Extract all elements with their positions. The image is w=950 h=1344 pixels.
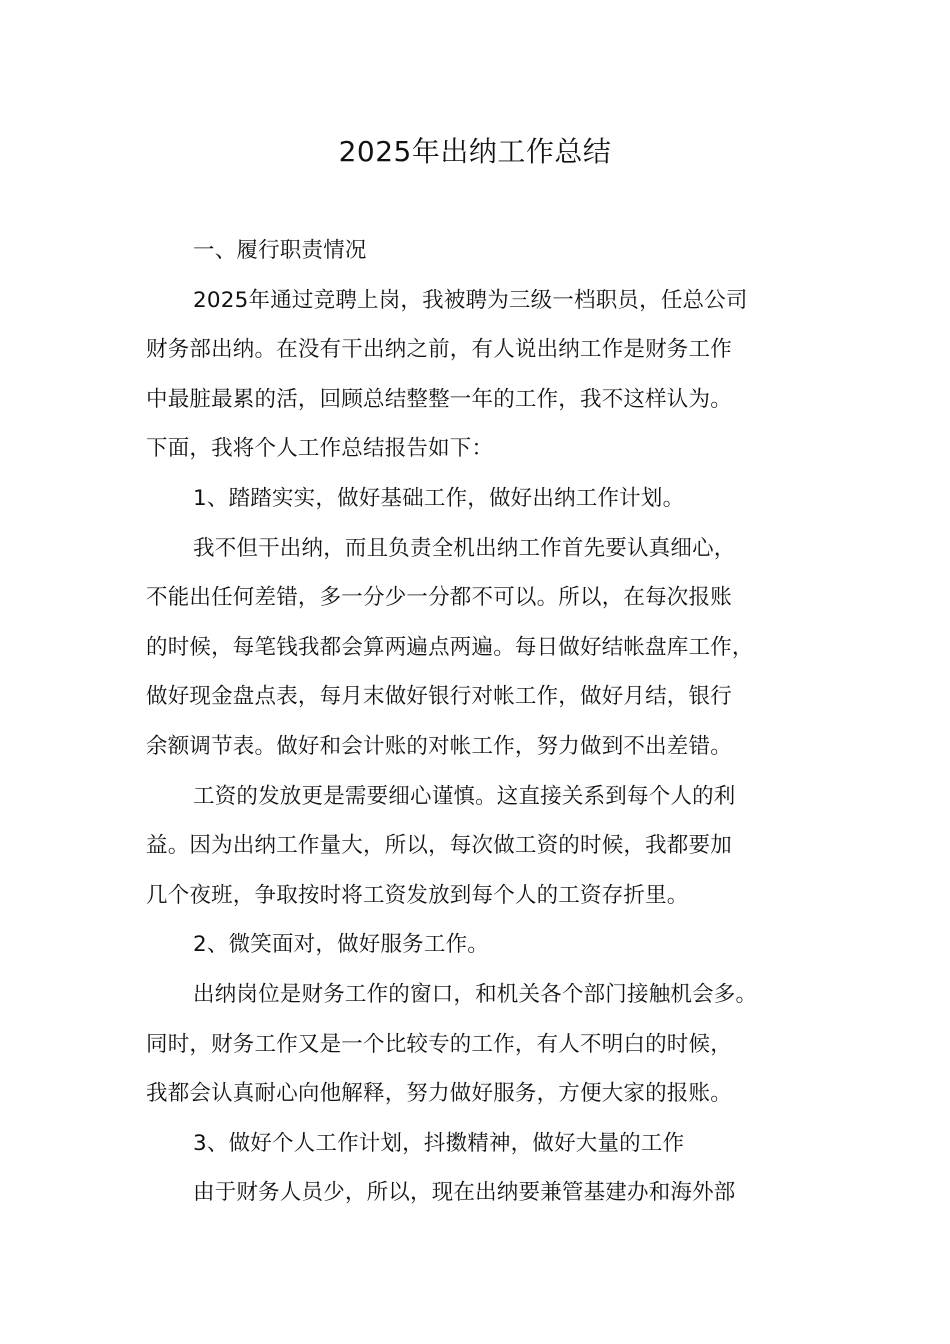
text-line: 2、微笑面对，做好服务工作。 bbox=[193, 932, 489, 958]
text-line: 余额调节表。做好和会计账的对帐工作，努力做到不出差错。 bbox=[146, 733, 732, 759]
text-line: 3、做好个人工作计划，抖擞精神，做好大量的工作 bbox=[193, 1130, 685, 1156]
text-line: 同时，财务工作又是一个比较专的工作，有人不明白的时候， bbox=[146, 1031, 732, 1057]
text-line: 工资的发放更是需要细心谨慎。这直接关系到每个人的利 bbox=[193, 783, 736, 809]
text-line: 中最脏最累的活，回顾总结整整一年的工作，我不这样认为。 bbox=[146, 386, 732, 412]
text-line: 我不但干出纳，而且负责全机出纳工作首先要认真细心， bbox=[193, 535, 736, 561]
text-line: 的时候，每笔钱我都会算两遍点两遍。每日做好结帐盘库工作， bbox=[146, 634, 754, 660]
text-line: 1、踏踏实实，做好基础工作，做好出纳工作计划。 bbox=[193, 485, 685, 511]
text-line: 一、履行职责情况 bbox=[193, 238, 367, 263]
text-line: 益。因为出纳工作量大，所以，每次做工资的时候，我都要加 bbox=[146, 833, 732, 859]
document-title: 2025年出纳工作总结 bbox=[338, 135, 612, 168]
text-line: 由于财务人员少，所以，现在出纳要兼管基建办和海外部 bbox=[193, 1180, 736, 1206]
text-line: 几个夜班，争取按时将工资发放到每个人的工资存折里。 bbox=[146, 882, 689, 908]
text-line: 2025年通过竞聘上岗，我被聘为三级一档职员，任总公司 bbox=[193, 287, 748, 313]
text-line: 做好现金盘点表，每月末做好银行对帐工作，做好月结，银行 bbox=[146, 684, 732, 710]
text-line: 我都会认真耐心向他解释，努力做好服务，方便大家的报账。 bbox=[146, 1081, 732, 1107]
document-body bbox=[146, 226, 836, 1218]
text-line: 财务部出纳。在没有干出纳之前，有人说出纳工作是财务工作 bbox=[146, 337, 732, 363]
text-line: 出纳岗位是财务工作的窗口，和机关各个部门接触机会多。 bbox=[193, 981, 758, 1007]
text-line: 下面，我将个人工作总结报告如下： bbox=[146, 436, 494, 462]
text-line: 不能出任何差错，多一分少一分都不可以。所以，在每次报账 bbox=[146, 585, 732, 611]
